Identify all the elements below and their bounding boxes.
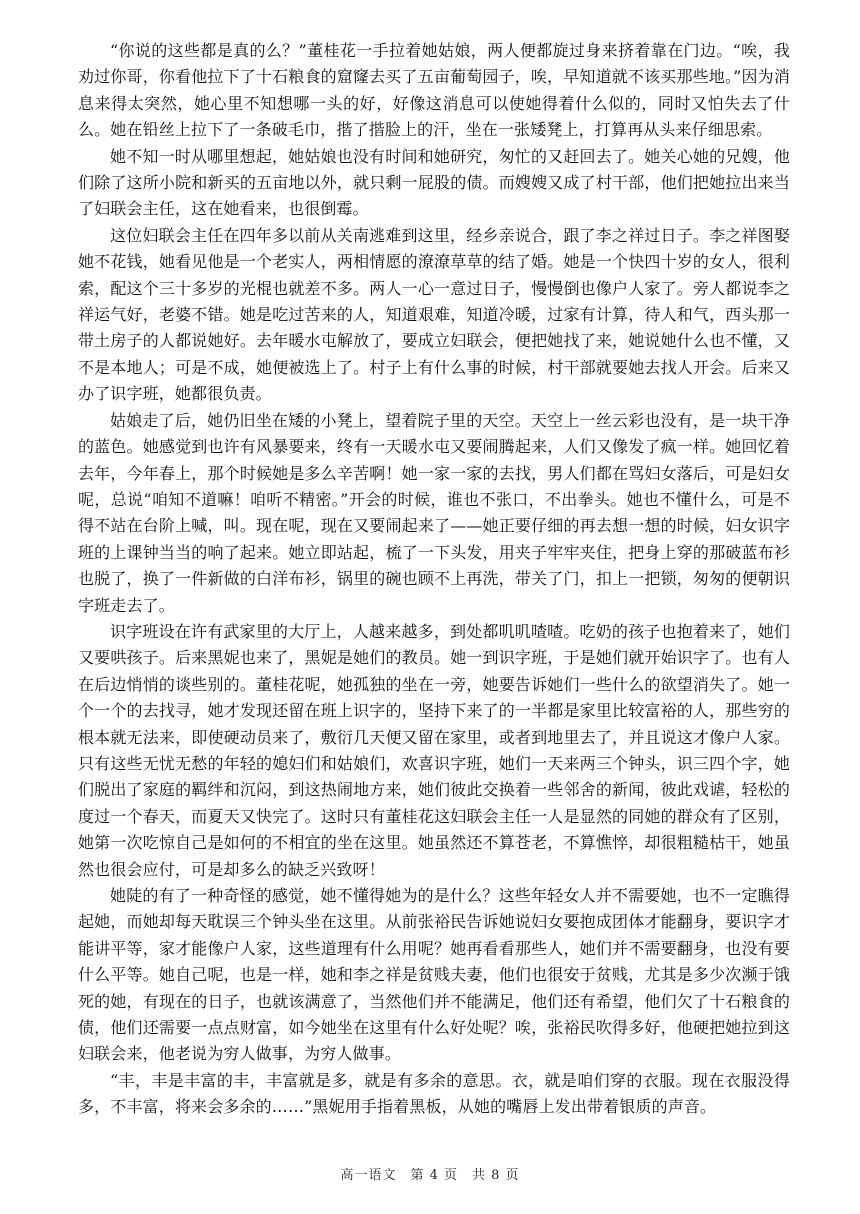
paragraph-5: 识字班设在许有武家里的大厅上，人越来越多，到处都叽叽喳喳。吃奶的孩子也抱着来了，她们又要哄孩子。后来黑妮也来了，黑妮是她们的教员。她一到识字班，于是她们就开始识字了。也有人在后边悄悄的谈些别的。董桂花呢，她孤独的坐在一旁，她要告诉她们一些什么的欲望消失了。她一个一个的去找寻，她才发现还留在班上识字的，坚持下来了的一半都是家里比较富裕的人，那些穷的根本就无法来，即使硬动员来了，敷衍几天便又留在家里，或者到地里去了，并且说这才像户人家。只有这些无忧无愁的年轻的媳妇们和姑娘们，欢喜识字班，她们一天来两三个钟头，识三四个字，她们脱出了家庭的羁绊和沉闷，到这热闹地方来，她们彼此交换着一些邻舍的新闻，彼此戏谑，轻松的度过一个春天，而夏天又快完了。这时只有董桂花这妇联会主任一人是显然的同她的群众有了区别，她第一次吃惊自己是如何的不相宜的坐在这里。她虽然还不算苍老，不算憔悴，却很粗糙枯干，她虽然也很会应付，可是却多么的缺乏兴致呀！ — [78, 621, 790, 879]
paragraph-4: 姑娘走了后，她仍旧坐在矮的小凳上，望着院子里的天空。天空上一丝云彩也没有，是一块干净的蓝色。她感觉到也许有风暴要来，终有一天暖水屯又要闹腾起来，人们又像发了疯一样。她回忆着去年，今年春上，那个时候她是多么辛苦啊！她一家一家的去找，男人们都在骂妇女落后，可是妇女呢，总说“咱知不道嘛！咱听不精密。”开会的时候，谁也不张口，不出拳头。她也不懂什么，可是不得不站在台阶上喊，叫。现在呢，现在又要闹起来了——她正要仔细的再去想一想的时候，妇女识字班的上课钟当当的响了起来。她立即站起，梳了一下头发，用夹子牢牢夹住，把身上穿的那破蓝布衫也脱了，换了一件新做的白洋布衫，锅里的碗也顾不上再洗，带关了门，扣上一把锁，匆匆的便朝识字班走去了。 — [78, 410, 790, 615]
paragraph-1: “你说的这些都是真的么？”董桂花一手拉着她姑娘，两人便都旋过身来挤着靠在门边。“唉，我劝过你哥，你看他拉下了十石粮食的窟窿去买了五亩葡萄园子，唉，早知道就不该买那些地。”因为消息来得太突然，她心里不知想哪一头的好，好像这消息可以使她得着什么似的，同时又怕失去了什么。她在铅丝上拉下了一条破毛巾，揩了揩脸上的汗，坐在一张矮凳上，打算再从头来仔细思索。 — [78, 41, 790, 140]
document-body — [78, 38, 790, 1121]
page-footer: 高一语文 第 4 页 共 8 页 — [340, 1168, 520, 1183]
paragraph-7: “丰，丰是丰富的丰，丰富就是多，就是有多余的意思。衣，就是咱们穿的衣服。现在衣服没得多，不丰富，将来会多余的……”黑妮用手指着黑板，从她的嘴唇上发出带着银质的声音。 — [78, 1070, 790, 1117]
paragraph-6: 她陡的有了一种奇怪的感觉，她不懂得她为的是什么？这些年轻女人并不需要她，也不一定瞧得起她，而她却每天耽误三个钟头坐在这里。从前张裕民告诉她说妇女要抱成团体才能翻身，要识字才能讲平等，家才能像户人家，这些道理有什么用呢？她再看看那些人，她们并不需要翻身，也没有要什么平等。她自己呢，也是一样，她和李之祥是贫贱夫妻，他们也很安于贫贱，尤其是多少次濒于饿死的她，有现在的日子，也就该满意了，当然他们并不能满足，他们还有希望，他们欠了十石粮食的债，他们还需要一点点财富，如今她坐在这里有什么好处呢？唉，张裕民吹得多好，他硬把她拉到这妇联会来，他老说为穷人做事，为穷人做事。 — [78, 886, 790, 1064]
paragraph-2: 她不知一时从哪里想起，她姑娘也没有时间和她研究，匆忙的又赶回去了。她关心她的兄嫂，他们除了这所小院和新买的五亩地以外，就只剩一屁股的债。而嫂嫂又成了村干部，他们把她拉出来当了妇联会主任，这在她看来，也很倒霉。 — [78, 146, 790, 219]
paragraph-3: 这位妇联会主任在四年多以前从关南逃难到这里，经乡亲说合，跟了李之祥过日子。李之祥图娶她不花钱，她看见他是一个老实人，两相情愿的潦潦草草的结了婚。她是一个快四十岁的女人，很利索，配这个三十多岁的光棍也就差不多。两人一心一意过日子，慢慢倒也像户人家了。旁人都说李之祥运气好，老婆不错。她是吃过苦来的人，知道艰难，知道冷暖，过家有计算，待人和气，西头那一带土房子的人都说她好。去年暖水屯解放了，要成立妇联会，便把她找了来，她说她什么也不懂，又不是本地人；可是不成，她便被选上了。村子上有什么事的时候，村干部就要她去找人开会。后来又办了识字班，她都很负责。 — [78, 225, 790, 404]
